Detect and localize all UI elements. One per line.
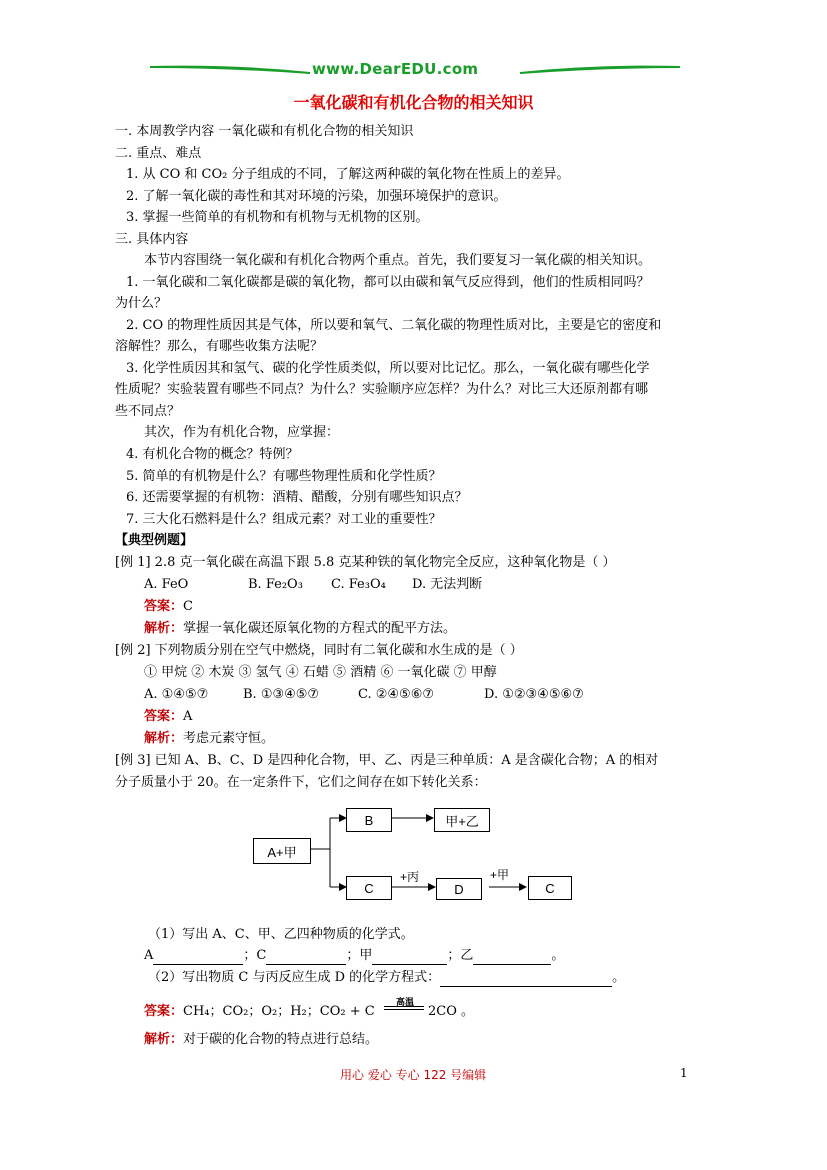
section-line: 为什么？ bbox=[115, 296, 168, 311]
example-1-option-b: B. Fe₂O₃ bbox=[248, 577, 303, 592]
section-line: 本节内容围绕一氧化碳和有机化合物两个重点。首先，我们要复习一氧化碳的相关知识。 bbox=[144, 253, 652, 268]
reaction-arrow-line bbox=[384, 1009, 424, 1010]
example-2-option-b: B. ①③④⑤⑦ bbox=[243, 687, 320, 702]
section-line: 1. 从 CO 和 CO₂ 分子组成的不同，了解这两种碳的氧化物在性质上的差异。 bbox=[126, 167, 570, 182]
diagram-box-c2: C bbox=[528, 876, 572, 900]
section-line: 一. 本周教学内容 一氧化碳和有机化合物的相关知识 bbox=[115, 124, 414, 139]
analysis-label: 解析： bbox=[144, 1032, 184, 1047]
blank-equation[interactable] bbox=[440, 972, 612, 987]
site-brand[interactable]: www.DearEDU.com bbox=[312, 60, 479, 78]
section-line: 3. 化学性质因其和氢气、碳的化学性质类似，所以要对比记忆。那么，一氧化碳有哪些化学 bbox=[126, 361, 650, 376]
example-1-option-d: D. 无法判断 bbox=[412, 577, 483, 592]
reaction-condition: 高温 bbox=[396, 998, 415, 1008]
blank-jia[interactable] bbox=[372, 950, 447, 965]
example-3-question-line2: 分子质量小于 20。在一定条件下，它们之间存在如下转化关系： bbox=[115, 775, 487, 790]
diagram-label-bing: +丙 bbox=[400, 870, 420, 884]
analysis-label: 解析： bbox=[144, 621, 184, 636]
example-2-option-a: A. ①④⑤⑦ bbox=[144, 687, 209, 702]
example-1-analysis: 掌握一氧化碳还原氧化物的方程式的配平方法。 bbox=[183, 621, 457, 636]
section-line: 溶解性？那么，有哪些收集方法呢？ bbox=[115, 339, 324, 354]
footer-slogan: 用心 爱心 专心 122 号编辑 bbox=[340, 1068, 487, 1082]
example-2-option-c: C. ②④⑤⑥⑦ bbox=[358, 687, 435, 702]
example-2-items: ① 甲烷 ② 木炭 ③ 氢气 ④ 石蜡 ⑤ 酒精 ⑥ 一氧化碳 ⑦ 甲醇 bbox=[144, 665, 497, 680]
example-3-sub2: （2）写出物质 C 与丙反应生成 D 的化学方程式： 。 bbox=[148, 970, 626, 985]
diagram-box-products: 甲+乙 bbox=[434, 808, 490, 832]
section-line: 2. CO 的物理性质因其是气体，所以要和氧气、二氧化碳的物理性质对比，主要是它的密度和 bbox=[126, 318, 662, 333]
diagram-box-c1: C bbox=[346, 876, 392, 900]
section-line: 些不同点？ bbox=[115, 404, 181, 419]
example-1-option-a: A. FeO bbox=[144, 577, 189, 592]
example-1-question: [例 1] 2.8 克一氧化碳在高温下跟 5.8 克某种铁的氧化物完全反应，这种氧化物是（ ） bbox=[115, 555, 616, 570]
section-heading-examples: 【典型例题】 bbox=[115, 533, 194, 548]
example-2-analysis: 考虑元素守恒。 bbox=[183, 731, 275, 746]
section-line: 二. 重点、难点 bbox=[115, 146, 202, 161]
example-2-answer: A bbox=[183, 709, 193, 724]
diagram-box-a-jia: A+甲 bbox=[253, 838, 311, 864]
section-line: 三. 具体内容 bbox=[115, 232, 189, 247]
section-line: 1. 一氧化碳和二氧化碳都是碳的氧化物，都可以由碳和氧气反应得到，他们的性质相同吗？ bbox=[126, 275, 650, 290]
page-number: 1 bbox=[680, 1066, 688, 1080]
section-line: 7. 三大化石燃料是什么？组成元素？对工业的重要性？ bbox=[126, 512, 442, 527]
page-title: 一氧化碳和有机化合物的相关知识 bbox=[293, 93, 534, 112]
example-2-option-d: D. ①②③④⑤⑥⑦ bbox=[484, 687, 584, 702]
example-3-sub1: （1）写出 A、C、甲、乙四种物质的化学式。 bbox=[148, 927, 414, 942]
example-2-question: [例 2] 下列物质分别在空气中燃烧，同时有二氧化碳和水生成的是（ ） bbox=[115, 643, 523, 658]
blank-yi[interactable] bbox=[473, 950, 551, 965]
example-3-analysis: 对于碳的化合物的特点进行总结。 bbox=[183, 1032, 379, 1047]
example-3-answer-part2: 2CO 。 bbox=[428, 1004, 475, 1019]
blank-c[interactable] bbox=[266, 950, 346, 965]
example-3-answer-part1: CH₄；CO₂；O₂；H₂；CO₂ + C bbox=[183, 1004, 375, 1019]
diagram-box-d: D bbox=[436, 878, 482, 900]
example-1-answer: C bbox=[183, 599, 193, 614]
section-line: 4. 有机化合物的概念？特例？ bbox=[126, 447, 299, 462]
section-line: 其次，作为有机化合物，应掌握： bbox=[144, 425, 340, 440]
section-line: 性质呢？实验装置有哪些不同点？为什么？实验顺序应怎样？为什么？对比三大还原剂都有哪 bbox=[115, 382, 649, 397]
blank-a[interactable] bbox=[153, 950, 243, 965]
answer-label: 答案： bbox=[144, 1004, 184, 1019]
answer-label: 答案： bbox=[144, 599, 184, 614]
example-3-answer-line bbox=[144, 1003, 375, 1021]
answer-label: 答案： bbox=[144, 709, 184, 724]
example-1-option-c: C. Fe₃O₄ bbox=[331, 577, 386, 592]
section-line: 3. 掌握一些简单的有机物和有机物与无机物的区别。 bbox=[126, 210, 429, 225]
diagram-label-jia: +甲 bbox=[490, 868, 510, 882]
section-line: 6. 还需要掌握的有机物：酒精、醋酸，分别有哪些知识点？ bbox=[126, 490, 468, 505]
diagram-box-b: B bbox=[346, 808, 392, 832]
example-3-blanks: A ；C ；甲 ；乙 。 bbox=[144, 948, 565, 963]
example-3-question-line1: [例 3] 已知 A、B、C、D 是四种化合物，甲、乙、丙是三种单质：A 是含碳化合物；A 的相对 bbox=[115, 753, 659, 768]
section-line: 5. 简单的有机物是什么？有哪些物理性质和化学性质？ bbox=[126, 469, 442, 484]
analysis-label: 解析： bbox=[144, 731, 184, 746]
section-line: 2. 了解一氧化碳的毒性和其对环境的污染，加强环境保护的意识。 bbox=[126, 189, 507, 204]
reaction-arrow-line bbox=[384, 1006, 424, 1007]
